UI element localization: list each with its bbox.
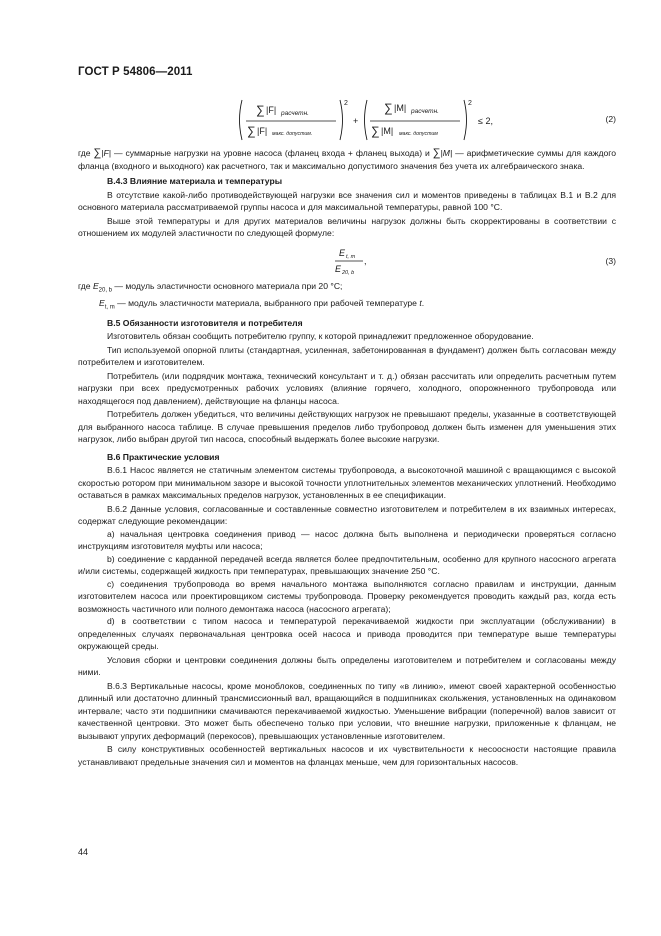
section-b5-paragraph-4: Потребитель должен убедиться, что величины действующих нагрузок не превышают пределы, указанные в соответствующей для выбранного насоса таблице. В случае превышения пределов либо трубопровод должен быть изменен для уменьшения этих нагрузок, либо выбран другой тип насоса, способный выдержать более высокие нагрузки. <box>78 409 616 445</box>
definition-etm <box>99 297 616 314</box>
denominator-e-sub: 20, b <box>342 269 355 276</box>
e-subscript: t, m <box>104 304 115 311</box>
definition-text: — модуль эластичности основного материала при 20 °С; <box>112 280 343 291</box>
formula-3-expression <box>333 244 373 278</box>
sum-m-text: — арифметические суммы для каждого фланца (входного и выходного) как расчетного, так и максимально допустимого значения без учета их алгебраического знака. <box>78 148 616 171</box>
section-b62-conclusion: Условия сборки и центровки соединения должны быть определены изготовителем и потребителем и согласованы между ними. <box>78 654 616 678</box>
section-b5-title: В.5 Обязанности изготовителя и потребителя <box>107 317 303 328</box>
sum-symbol: ∑ <box>384 101 393 115</box>
formula-2-expression <box>236 97 536 143</box>
section-b43-paragraph-1: В отсутствие какой-либо противодействующей нагрузки все значения сил и моментов приведены в таблицах В.1 и В.2 для основного материала рассматриваемой группы насоса и для максимальной температуры, равной 100 °С. <box>78 189 616 212</box>
exponent: 2 <box>344 100 348 107</box>
section-b5-paragraph-2: Тип используемой опорной плиты (стандартная, усиленная, забетонированная в фундамент) должен быть согласован между потребителем и изготовителем. <box>78 344 616 368</box>
sum-symbol: ∑ <box>256 103 265 117</box>
section-b43-title: В.4.3 Влияние материала и температуры <box>107 176 283 186</box>
e-symbol: E <box>92 280 99 291</box>
denominator-e: E <box>335 263 342 274</box>
formula-2 <box>78 94 616 146</box>
section-b62-item-c: c) соединения трубопровода во время начального монтажа выполняются согласно правилам и инструкции, данным изготовителем насоса или проектировщиком системы трубопровода. Проверку рекомендуется проводить каждый раз, когда есть возможность частичного или полного демонтажа насоса (насосного агрегата); <box>78 578 616 614</box>
sum-f-symbol: |F| <box>101 148 112 158</box>
section-b63-paragraph-2: В силу конструктивных особенностей вертикальных насосов и их чувствительности к несоосности настоящие правила устанавливают предельные значения сил и моментов на фланцах меньше, чем для горизонтальных насосов. <box>78 744 616 767</box>
where-label: где <box>78 148 94 158</box>
numerator-f-sub: расчетн. <box>281 110 309 117</box>
section-b61: В.6.1 Насос является не статичным элементом системы трубопровода, а высокоточной машиной с вращающимся с высокой скоростью ротором при минимальном зазоре и высокой точности уплотнительных элементов механических уплотнений. Необходимо оставаться в рамках максимальных пределов нагрузок, установленных в ее спецификации. <box>78 465 616 501</box>
denominator-m: |M| <box>381 126 394 136</box>
formula-3-definitions <box>78 280 616 314</box>
sum-symbol: ∑ <box>247 124 256 138</box>
formula-3 <box>78 244 616 278</box>
sum-m-symbol: |M| <box>440 148 453 158</box>
denominator-f-sub: макс. допустим. <box>272 131 313 137</box>
numerator-f: |F| <box>266 105 277 115</box>
section-b62: В.6.2 Данные условия, согласованные и составленные совместно изготовителем и потребителем в их взаимных интересах, содержат следующие рекомендации: <box>78 503 616 527</box>
document-header: ГОСТ Р 54806—2011 <box>78 66 193 78</box>
section-b5-paragraph-1: Изготовитель обязан сообщить потребителю группу, к которой принадлежит предложенное оборудование. <box>107 331 534 342</box>
numerator-e: E <box>339 247 346 258</box>
where-label: где <box>78 280 93 291</box>
definition-text: — модуль эластичности материала, выбранного при рабочей температуре <box>114 297 420 308</box>
section-b62-item-b: b) соединение с карданной передачей всегда является более предпочтительным, особенно для крупного насосного агрегата и/или системы, содержащей жидкость при температурах, превышающих значение 250 °С. <box>78 553 616 577</box>
definition-e20b <box>78 280 616 297</box>
e-subscript: 20, b <box>98 287 113 294</box>
page-number: 44 <box>78 847 89 857</box>
e-symbol: E <box>99 297 105 308</box>
sum-symbol: ∑ <box>432 147 441 159</box>
section-b43-paragraph-2: Выше этой температуры и для других материалов величины нагрузок должны быть скорректированы в соответствии с отношением их модулей эластичности по следующей формуле: <box>78 215 616 238</box>
numerator-m: |M| <box>394 103 407 113</box>
numerator-e-sub: t, m <box>346 253 356 260</box>
definition-end: . <box>421 297 425 308</box>
page-content <box>78 92 616 768</box>
sum-symbol: ∑ <box>93 147 102 159</box>
section-b6-title: В.6 Практические условия <box>107 451 220 462</box>
formula-2-explanation <box>78 147 616 172</box>
formula-2-number: (2) <box>605 114 616 124</box>
sum-symbol: ∑ <box>371 124 380 138</box>
relation: ≤ 2, <box>478 116 493 126</box>
denominator-f: |F| <box>257 126 268 136</box>
section-b63: В.6.3 Вертикальные насосы, кроме моноблоков, соединенных по типу «в линию», имеют своей характерной особенностью длинный или достаточно длинный трансмиссионный вал, вращающийся в подшипниках скольжения, установленных на одинаковом интервале; часто эти подшипники смачиваются перекачиваемой жидкостью. Уменьшение вибрации (поперечной) валов зависит от качественной центровки. Это может быть обеспечено только при условии, что внешние нагрузки, приложенные к фланцам, не вызывают упругих деформаций (перекосов), превышающих установленные изготовителем. <box>78 680 616 741</box>
formula-3-number: (3) <box>605 255 616 266</box>
exponent: 2 <box>468 100 472 107</box>
t-symbol: t <box>419 297 422 308</box>
section-b62-item-d: d) в соответствии с типом насоса и температурой перекачиваемой жидкости при эксплуатации (обслуживании) в определенных случаях первоначальная центровка осей насоса и привода проводится при температуре выше температуры окружающей среды. <box>78 616 616 652</box>
denominator-m-sub: макс. допустим <box>399 131 438 137</box>
formula-3-comma: , <box>364 255 367 266</box>
plus-sign: + <box>353 116 359 126</box>
section-b5-paragraph-3: Потребитель (или подрядчик монтажа, технический консультант и т. д.) обязан рассчитать или определить расчетным путем нагрузки при всех предусмотренных рабочих условиях (влияние горячего, холодного, опорожненного трубопровода или находящегося под давлением), действующие на фланцы насоса. <box>78 370 616 406</box>
section-b62-item-a: a) начальная центровка соединения привод — насос должна быть выполнена и периодически проверяться согласно инструкциям изготовителя муфты или насоса; <box>78 528 616 552</box>
sum-f-text: — суммарные нагрузки на уровне насоса (фланец входа + фланец выхода) и <box>111 148 433 158</box>
numerator-m-sub: расчетн. <box>411 108 439 115</box>
